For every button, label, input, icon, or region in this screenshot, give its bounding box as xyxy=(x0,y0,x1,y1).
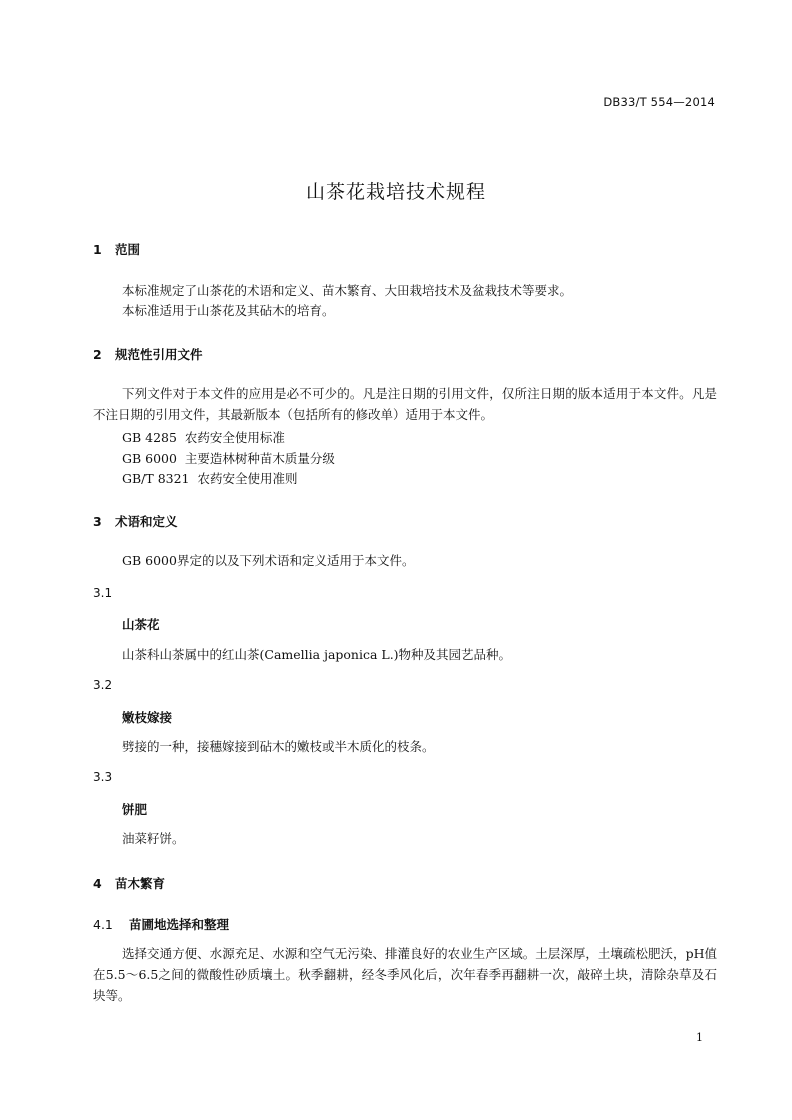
section-1-heading xyxy=(93,240,140,258)
terms-intro: GB 6000界定的以及下列术语和定义适用于本文件。 xyxy=(122,553,415,568)
section-number: 2 xyxy=(93,347,102,362)
section-2-heading xyxy=(93,345,203,363)
term-definition: 油菜籽饼。 xyxy=(122,831,185,846)
section-number: 3 xyxy=(93,514,102,529)
doc-code-header: DB33/T 554—2014 xyxy=(603,95,715,109)
term-name: 嫩枝嫁接 xyxy=(122,710,173,725)
section-title: 苗木繁育 xyxy=(115,876,166,891)
nursery-site-paragraph: 选择交通方便、水源充足、水源和空气无污染、排灌良好的农业生产区域。土层深厚，土壤疏松肥沃，pH值在5.5～6.5之间的微酸性砂质壤土。秋季翻耕，经冬季风化后，次年春季再翻耕一次，敲碎土块，清除杂草及石块等。 xyxy=(93,946,717,1003)
term-name: 饼肥 xyxy=(122,802,148,817)
section-number: 4 xyxy=(93,876,102,891)
term-name: 山茶花 xyxy=(122,617,160,632)
references-intro: 下列文件对于本文件的应用是必不可少的。凡是注日期的引用文件，仅所注日期的版本适用于本文件。凡是不注日期的引用文件，其最新版本（包括所有的修改单）适用于本文件。 xyxy=(93,386,717,422)
subsection-4-1-heading xyxy=(93,915,229,933)
term-definition: 山茶科山茶属中的红山茶(Camellia japonica L.)物种及其园艺品种。 xyxy=(122,647,512,662)
section-title: 范围 xyxy=(115,242,141,257)
section-4-heading xyxy=(93,874,165,892)
reference-item: GB 4285 农药安全使用标准 xyxy=(122,430,285,445)
section-3-heading xyxy=(93,512,178,530)
reference-item: GB 6000 主要造林树种苗木质量分级 xyxy=(122,451,335,466)
document-title: 山茶花栽培技术规程 xyxy=(305,181,486,203)
reference-item: GB/T 8321 农药安全使用准则 xyxy=(122,471,298,486)
scope-paragraph-1: 本标准规定了山茶花的术语和定义、苗木繁育、大田栽培技术及盆栽技术等要求。 xyxy=(122,283,573,298)
section-number: 1 xyxy=(93,242,102,257)
scope-paragraph-2: 本标准适用于山茶花及其砧木的培育。 xyxy=(122,303,335,318)
term-definition: 劈接的一种，接穗嫁接到砧木的嫩枝或半木质化的枝条。 xyxy=(122,739,435,754)
term-number: 3.2 xyxy=(93,678,113,692)
subsection-title: 苗圃地选择和整理 xyxy=(129,917,230,932)
term-number: 3.3 xyxy=(93,770,113,784)
page-number: 1 xyxy=(696,1031,703,1044)
subsection-number: 4.1 xyxy=(93,917,113,932)
section-title: 规范性引用文件 xyxy=(115,347,203,362)
term-number: 3.1 xyxy=(93,586,113,600)
section-title: 术语和定义 xyxy=(115,514,178,529)
